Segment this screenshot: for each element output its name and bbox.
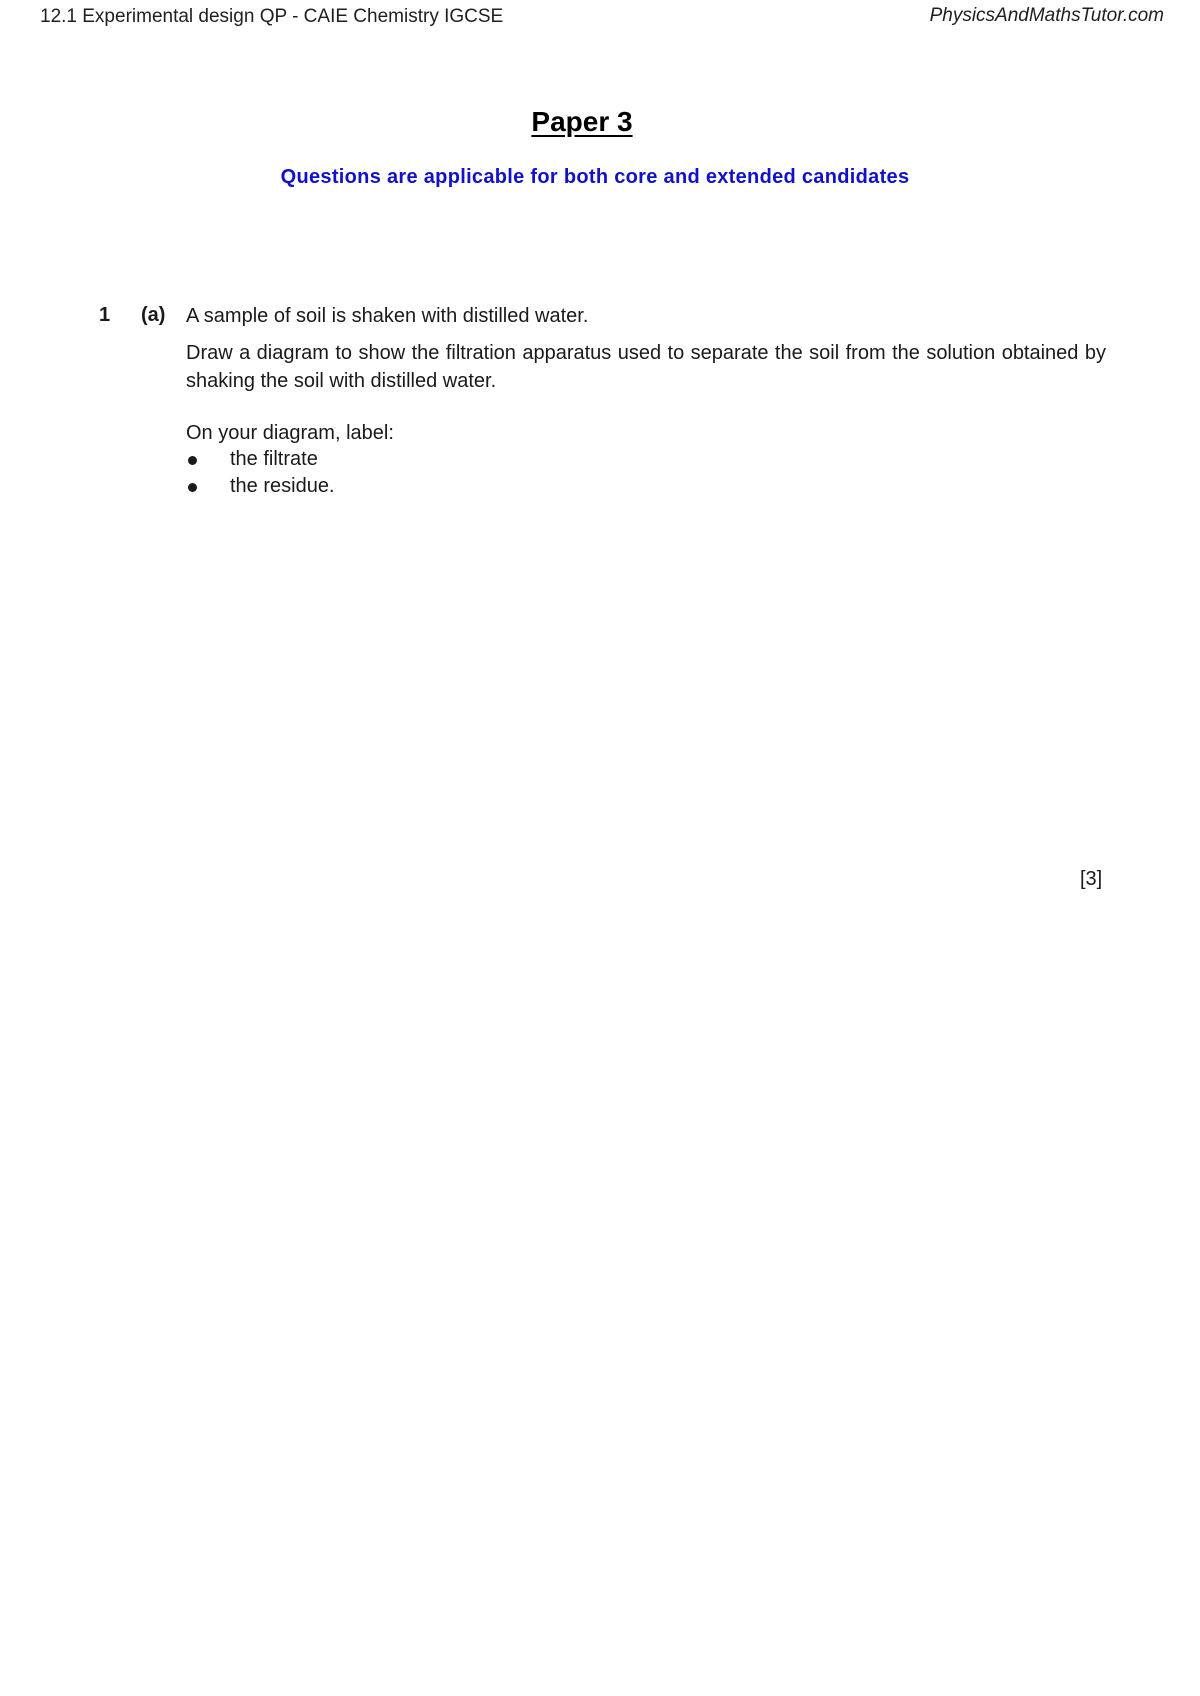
question-instruction: Draw a diagram to show the filtration apparatus used to separate the soil from the solution obtained by shaking the soil with distilled water.	[186, 342, 1106, 392]
question-intro: A sample of soil is shaken with distilled water.	[186, 305, 589, 327]
question-part: (a)	[141, 304, 166, 326]
paper-title: Paper 3	[531, 106, 633, 137]
brand-name: PhysicsAndMathsTutor.com	[929, 5, 1164, 26]
bullet-text-filtrate: the filtrate	[230, 448, 318, 470]
paper-subtitle: Questions are applicable for both core and extended candidates	[280, 166, 910, 188]
marks-allocation: [3]	[1080, 868, 1103, 890]
bullet-icon	[188, 483, 197, 492]
bullet-text-residue: the residue.	[230, 475, 335, 497]
list-item	[186, 446, 335, 473]
bullet-icon	[188, 456, 197, 465]
list-item	[186, 473, 335, 500]
question-label-prompt: On your diagram, label:	[186, 422, 394, 444]
label-bullet-list	[186, 446, 335, 500]
question-number: 1	[99, 304, 111, 326]
document-header-title: 12.1 Experimental design QP - CAIE Chemistry IGCSE	[40, 6, 504, 27]
